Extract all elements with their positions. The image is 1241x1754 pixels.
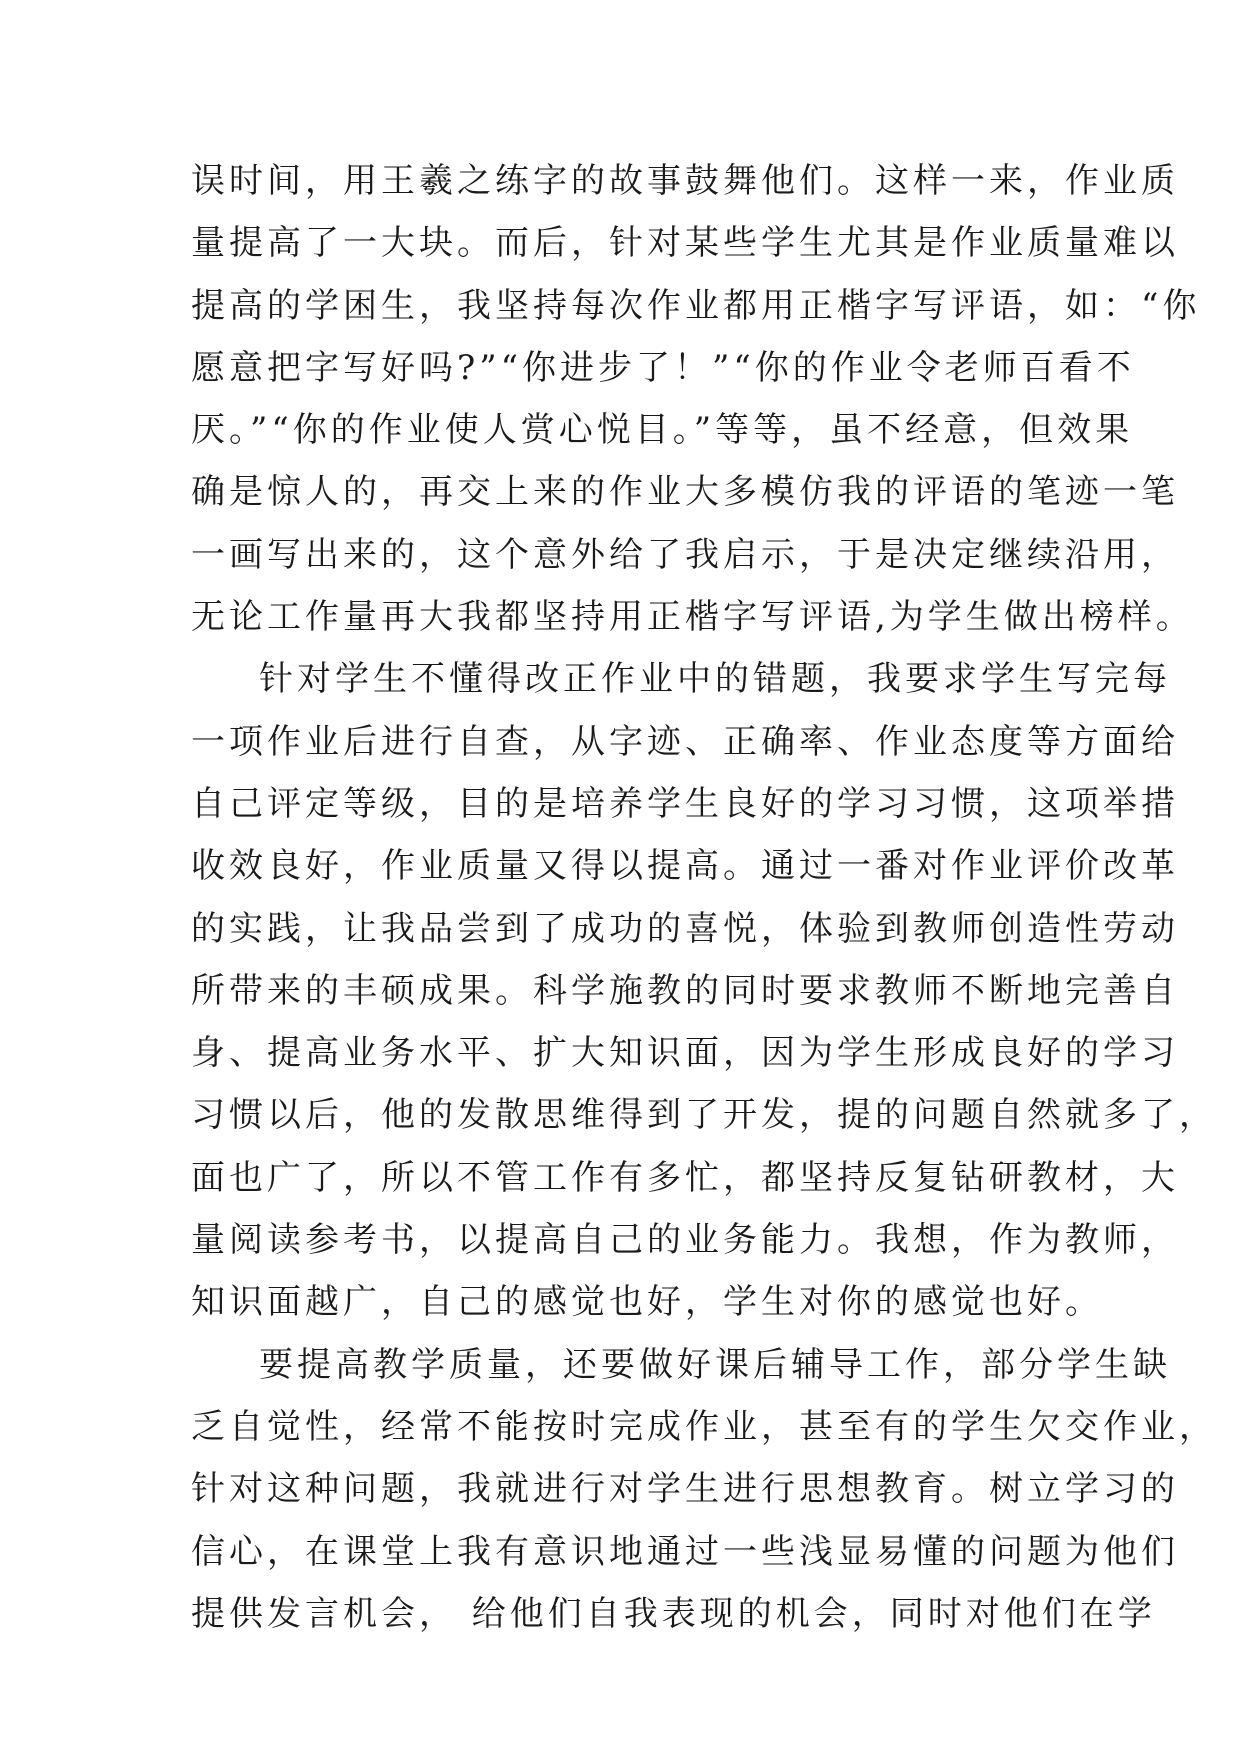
text-line: 误时间，用王羲之练字的故事鼓舞他们。这样一来，作业质 xyxy=(191,161,1179,201)
text-line: 所带来的丰硕成果。科学施教的同时要求教师不断地完善自 xyxy=(191,970,1179,1011)
text-line: 面也广了，所以不管工作有多忙，都坚持反复钻研教材，大 xyxy=(191,1157,1179,1198)
body-text xyxy=(191,150,1217,1645)
text-line: 厌。”“你的作业使人赏心悦目。”等等，虽不经意，但效果 xyxy=(191,410,1134,451)
text-line: 习惯以后，他的发散思维得到了开发，提的问题自然就多了， xyxy=(191,1095,1217,1136)
paragraph-first-line: 针对学生不懂得改正作业中的错题，我要求学生写完每 xyxy=(259,659,1171,700)
paragraph-first-line: 要提高教学质量，还要做好课后辅导工作，部分学生缺 xyxy=(259,1344,1171,1385)
text-line: 愿意把字写好吗?”“你进步了！”“你的作业令老师百看不 xyxy=(191,347,1135,388)
text-line: 提高的学困生，我坚持每次作业都用正楷字写评语，如：“你 xyxy=(191,285,1201,326)
text-line: 知识面越广，自己的感觉也好，学生对你的感觉也好。 xyxy=(191,1282,1103,1323)
text-line: 信心，在课堂上我有意识地通过一些浅显易懂的问题为他们 xyxy=(191,1531,1179,1572)
text-line: 量阅读参考书，以提高自己的业务能力。我想，作为教师， xyxy=(191,1220,1179,1261)
text-line: 的实践，让我品尝到了成功的喜悦，体验到教师创造性劳动 xyxy=(191,908,1179,949)
text-line: 确是惊人的，再交上来的作业大多模仿我的评语的笔迹一笔 xyxy=(191,472,1179,513)
text-line: 乏自觉性，经常不能按时完成作业，甚至有的学生欠交作业， xyxy=(191,1406,1217,1447)
text-line: 一项作业后进行自查，从字迹、正确率、作业态度等方面给 xyxy=(191,721,1179,762)
text-line: 提供发言机会， 给他们自我表现的机会，同时对他们在学 xyxy=(191,1593,1156,1634)
text-line: 量提高了一大块。而后，针对某些学生尤其是作业质量难以 xyxy=(191,223,1179,264)
text-line: 收效良好，作业质量又得以提高。通过一番对作业评价改革 xyxy=(191,846,1179,887)
text-line: 无论工作量再大我都坚持用正楷字写评语,为学生做出榜样。 xyxy=(191,597,1194,638)
text-line: 自己评定等级，目的是培养学生良好的学习习惯，这项举措 xyxy=(191,783,1179,824)
text-line: 一画写出来的，这个意外给了我启示，于是决定继续沿用， xyxy=(191,534,1179,575)
text-line: 身、提高业务水平、扩大知识面，因为学生形成良好的学习 xyxy=(191,1033,1179,1074)
text-line: 针对这种问题，我就进行对学生进行思想教育。树立学习的 xyxy=(191,1469,1179,1510)
